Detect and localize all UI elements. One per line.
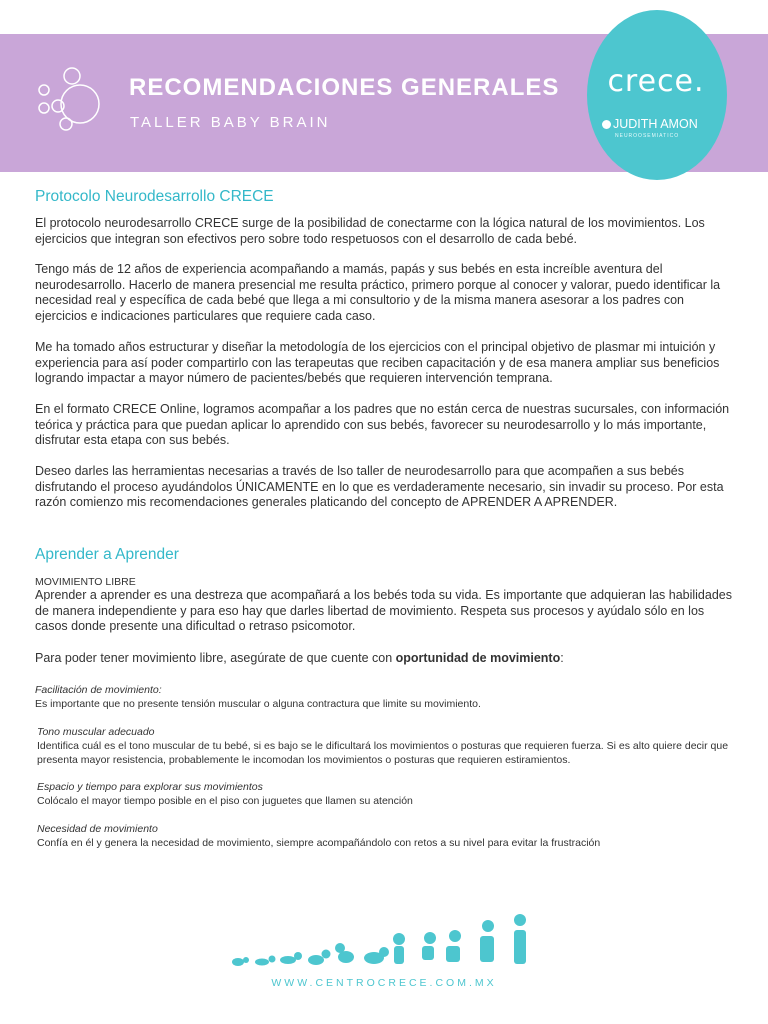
list-item-text: Colócalo el mayor tiempo posible en el piso con juguetes que llamen su atención — [37, 795, 413, 807]
list-item-title: Necesidad de movimiento — [37, 823, 158, 835]
list-item — [37, 725, 735, 767]
list-item-title: Espacio y tiempo para explorar sus movimientos — [37, 781, 263, 793]
paragraph: Tengo más de 12 años de experiencia acompañando a mamás, papás y sus bebés en esta increíble aventura del neurodesarrollo. Hacerlo de manera presencial me resulta práctico, primero porque al conocer y valorar, puedo identificar la necesidad real y específica de cada bebé que llega a mi consultorio y de la misma manera asesorar a los padres con ejercicios e indicaciones particulares que requiere cada caso. — [35, 262, 721, 323]
page-subtitle: TALLER BABY BRAIN — [130, 114, 331, 131]
section-heading-aprender: Aprender a Aprender — [35, 546, 179, 563]
section-heading-protocolo: Protocolo Neurodesarrollo CRECE — [35, 188, 274, 205]
logo-name — [602, 117, 714, 131]
paragraph: Me ha tomado años estructurar y diseñar la metodología de los ejercicios con el principal objetivo de plasmar mi intuición y experiencia para así poder compartirlo con las terapeutas que reciben capacitación y de esa manera ampliar sus beneficios logrando impactar a mayor número de pacientes/bebés que requieren intervención temprana. — [35, 340, 720, 385]
page-title: RECOMENDACIONES GENERALES — [129, 74, 560, 101]
person-icon — [602, 120, 611, 129]
paragraph: El protocolo neurodesarrollo CRECE surge de la posibilidad de conectarme con la lógica natural de los movimientos. Los ejercicios que integran son efectivos pero sobre todo respetuosos con el desarrollo de cada bebé. — [35, 216, 705, 246]
baby-development-stages-icon — [230, 910, 535, 970]
bubbles-icon — [30, 62, 110, 152]
website-link[interactable]: WWW.CENTROCRECE.COM.MX — [271, 977, 497, 989]
logo-subtext: NEUROOSEMIATICO — [615, 133, 680, 139]
list-item-text: Es importante que no presente tensión muscular o alguna contractura que limite su movimiento. — [35, 698, 481, 710]
logo-name-text: JUDITH AMON — [613, 117, 698, 131]
paragraph-text: : — [560, 651, 564, 665]
subsection-caption: MOVIMIENTO LIBRE — [35, 576, 136, 588]
list-item-text: Identifica cuál es el tono muscular de tu bebé, si es bajo se le dificultará los movimientos o posturas que requieren fuerza. Si es alto quiere decir que presenta mayor resistencia, probablemente le incomodan los movimientos o posturas que requieren estiramientos. — [37, 740, 729, 766]
list-item-title: Facilitación de movimiento: — [35, 684, 162, 696]
list-item — [35, 683, 481, 711]
logo-wordmark: crece. — [607, 64, 705, 99]
list-item — [37, 822, 600, 850]
paragraph-text: Para poder tener movimiento libre, asegúrate de que cuente con — [35, 651, 396, 665]
list-item-title: Tono muscular adecuado — [37, 726, 155, 738]
list-item-text: Confía en él y genera la necesidad de movimiento, siempre acompañándolo con retos a su nivel para evitar la frustración — [37, 837, 601, 849]
paragraph-bold: oportunidad de movimiento — [395, 651, 561, 665]
paragraph: En el formato CRECE Online, logramos acompañar a los padres que no están cerca de nuestras sucursales, con información teórica y práctica para que puedan aplicar lo aprendido con sus bebés, favorecer su neurodesarrollo y lo más importante, disfrutar esta etapa con sus bebés. — [35, 402, 730, 447]
paragraph: Deseo darles las herramientas necesarias a través de lso taller de neurodesarrollo para que acompañen a sus bebés disfrutando el proceso ayudándolos ÚNICAMENTE en lo que es verdaderamente necesario, sin invadir su proceso. Por esta razón comienzo mis recomendaciones generales platicando del concepto de APRENDER A APRENDER. — [35, 464, 724, 509]
paragraph — [35, 651, 564, 667]
paragraph: Aprender a aprender es una destreza que acompañará a los bebés toda su vida. Es importante que adquieran las habilidades de manera independiente y para eso hay que darles libertad de movimiento. Respeta sus procesos y ayúdalo sólo en los casos donde presente una dificultad o retraso psicomotor. — [35, 588, 732, 633]
list-item — [37, 780, 413, 808]
